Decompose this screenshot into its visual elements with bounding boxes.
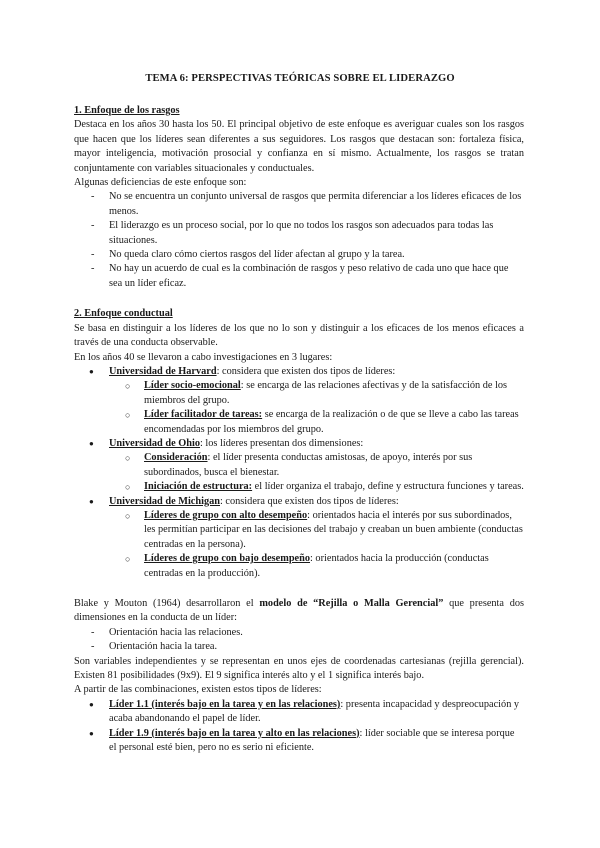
- term: Líderes de grupo con alto desempeño: [144, 509, 308, 521]
- section-2-paragraph-1: Se basa en distinguir a los líderes de los que no lo son y distinguir a los eficaces de los menos eficaces a través de una conducta observable.: [74, 322, 524, 349]
- term: Iniciación de estructura:: [144, 481, 253, 493]
- section-1-paragraph-2: Algunas deficiencias de este enfoque son:: [74, 177, 247, 189]
- list-item-leader-1-1: [74, 698, 524, 727]
- term: Consideración: [144, 452, 208, 464]
- michigan-text: : considera que existen dos tipos de líderes:: [220, 495, 399, 507]
- section-2-heading: 2. Enfoque conductual: [74, 308, 173, 320]
- universities-list: [74, 365, 524, 581]
- list-item: - No se encuentra un conjunto universal de rasgos que permita diferenciar a los líderes eficaces de los menos.: [74, 190, 524, 219]
- term: Líder 1.1 (interés bajo en la tarea y en las relaciones): [109, 698, 341, 710]
- dimensions-list: [74, 626, 524, 655]
- document-body: [74, 104, 524, 755]
- ohio-text: : los líderes presentan dos dimensiones:: [199, 437, 364, 449]
- description: : orientados hacia la producción (conductas centradas en la producción).: [144, 553, 489, 579]
- term: Líderes de grupo con bajo desempeño: [144, 553, 310, 565]
- list-item: [109, 408, 524, 437]
- list-item: - Orientación hacia la tarea.: [74, 640, 524, 654]
- model-name: modelo de “Rejilla o Malla Gerencial”: [259, 598, 444, 609]
- combinations-paragraph: A partir de las combinaciones, existen estos tipos de líderes:: [74, 684, 322, 696]
- section-2-paragraph-2: En los años 40 se llevaron a cabo investigaciones en 3 lugares:: [74, 351, 333, 363]
- section-1-paragraph-1: Destaca en los años 30 hasta los 50. El principal objetivo de este enfoque es averiguar cuales son los rasgos que hacen que los líderes sean diferentes a sus seguidores. Los rasgos que destacan son: fortaleza física, mayor inteligencia, motivación prosocial y confianza en sí mismo. Actualmente, los rasgos se tratan conjuntamente con variables situacionales y conductuales.: [74, 119, 524, 174]
- description: el líder organiza el trabajo, define y estructura funciones y tareas.: [252, 481, 524, 493]
- description: : orientados hacia el interés por sus subordinados, les permitían participar en las decisiones del trabajo y creaban un buen ambiente (conductas centradas en la persona).: [144, 509, 523, 550]
- ohio-sublist: [109, 451, 524, 494]
- description: se encarga de la realización o de que se lleve a cabo las tareas encomendadas por los miembros del grupo.: [144, 409, 519, 435]
- list-item: - No hay un acuerdo de cual es la combinación de rasgos y peso relativo de cada uno que hace que sea un líder eficaz.: [74, 262, 524, 291]
- list-item: - No queda claro cómo ciertos rasgos del líder afectan al grupo y la tarea.: [74, 248, 524, 262]
- term: Líder 1.9 (interés bajo en la tarea y alto en las relaciones): [109, 727, 360, 739]
- list-item: [109, 552, 524, 581]
- page-title: TEMA 6: PERSPECTIVAS TEÓRICAS SOBRE EL LIDERAZGO: [145, 73, 455, 84]
- list-item: - El liderazgo es un proceso social, por lo que no todos los rasgos son adecuados para todas las situaciones.: [74, 219, 524, 248]
- leader-types-list: [74, 698, 524, 756]
- description: : presenta incapacidad y despreocupación y acaba abandonando el papel de líder.: [109, 698, 520, 725]
- term: Líder socio-emocional: [144, 380, 241, 392]
- description: : el líder presenta conductas amistosas, de apoyo, interés por sus subordinados, busca el bienestar.: [144, 452, 473, 478]
- ohio-name: Universidad de Ohio: [109, 437, 200, 449]
- section-1-heading: 1. Enfoque de los rasgos: [74, 105, 180, 116]
- michigan-sublist: [109, 509, 524, 581]
- text: Blake y Mouton (1964) desarrollaron el: [74, 598, 260, 609]
- list-item: [109, 451, 524, 480]
- list-item-harvard: [74, 365, 524, 437]
- deficiencies-list: [74, 190, 524, 291]
- list-item-michigan: [74, 495, 524, 581]
- term: Líder facilitador de tareas:: [144, 409, 263, 421]
- harvard-sublist: [109, 379, 524, 437]
- list-item: [109, 509, 524, 552]
- text: que presenta dos dimensiones en la conducta de un líder:: [74, 598, 525, 624]
- list-item-leader-1-9: [74, 727, 524, 756]
- list-item: [109, 379, 524, 408]
- grid-model-paragraph: [74, 597, 524, 626]
- list-item: - Orientación hacia las relaciones.: [74, 626, 524, 640]
- list-item-ohio: [74, 437, 524, 495]
- michigan-name: Universidad de Michigan: [109, 495, 220, 507]
- description: : líder sociable que se interesa porque el personal esté bien, pero no es serio ni eficiente.: [109, 727, 515, 754]
- list-item: [109, 480, 524, 494]
- variables-paragraph: Son variables independientes y se representan en unos ejes de coordenadas cartesianas (rejilla gerencial). Existen 81 posibilidades (9x9). El 9 significa interés alto y el 1 significa interés bajo.: [74, 655, 524, 682]
- harvard-text: : considera que existen dos tipos de líderes:: [216, 365, 396, 377]
- description: : se encarga de las relaciones afectivas y de la satisfacción de los miembros del grupo.: [144, 380, 508, 406]
- harvard-name: Universidad de Harvard: [109, 365, 217, 377]
